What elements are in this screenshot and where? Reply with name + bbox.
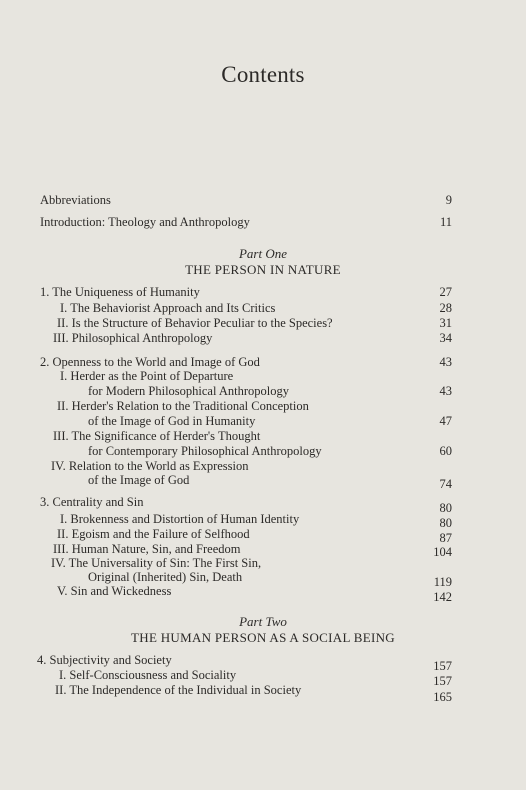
section-title: The Significance of Herder's Thought [71,429,261,443]
section-number: I. [60,512,68,526]
section-number: V. [57,584,68,598]
chapter-title: Openness to the World and Image of God [52,355,260,369]
section-title: Sin and Wickedness [70,584,172,598]
section-title: Brokenness and Distortion of Human Identity [70,512,300,526]
toc-page-number: 119 [433,575,452,589]
section-number: IV. [51,459,66,473]
toc-section[interactable] [0,300,526,316]
toc-page-number: 28 [439,301,452,315]
chapter-title: Centrality and Sin [52,495,144,509]
toc-entry-label: Introduction: Theology and Anthropology [40,215,250,229]
section-number: I. [60,301,68,315]
section-number: II. [57,316,69,330]
section-title: for Modern Philosophical Anthropology [88,384,290,398]
section-number: I. [59,668,67,682]
chapter-number: 4. [37,653,47,667]
toc-section[interactable] [0,526,526,545]
toc-entry-label: Abbreviations [40,193,111,207]
toc-page-number: 9 [445,193,452,207]
part-title: THE PERSON IN NATURE [185,262,341,277]
toc-section[interactable] [0,511,526,530]
page-title: Contents [221,62,305,87]
toc-section[interactable] [0,398,526,414]
toc-section[interactable] [0,583,526,604]
section-number: II. [57,527,69,541]
section-title: Is the Structure of Behavior Peculiar to the Species? [71,316,333,330]
section-title: of the Image of God in Humanity [88,414,256,428]
part-label: Part One [238,246,288,261]
section-number: IV. [51,556,66,570]
toc-section-continued[interactable] [0,413,526,429]
toc-section[interactable] [0,667,526,688]
section-title: Philosophical Anthropology [71,331,213,345]
toc-section[interactable] [0,315,526,331]
toc-chapter[interactable] [0,494,526,515]
toc-page-number: 60 [439,444,452,458]
toc-page-number: 104 [433,545,452,559]
section-number: II. [57,399,69,413]
toc-page-number: 27 [439,285,452,299]
toc-chapter[interactable] [0,652,526,673]
toc-page-number: 47 [439,414,452,428]
toc-section[interactable] [0,682,526,704]
chapter-number: 3. [40,495,50,509]
part-label: Part Two [239,614,287,629]
section-title: Herder as the Point of Departure [70,369,234,383]
toc-page-number: 80 [439,501,452,515]
section-title: The Behaviorist Approach and Its Critics [70,301,276,315]
part-heading [0,614,526,646]
section-title: Relation to the World as Expression [68,459,249,473]
chapter-number: 2. [40,355,50,369]
toc-page-number: 157 [433,659,452,673]
toc-page-number: 31 [439,316,452,330]
chapter-title: The Uniqueness of Humanity [52,285,200,299]
toc-section-continued[interactable] [0,383,526,399]
toc-page-number: 11 [439,215,452,229]
toc-section[interactable] [0,330,526,346]
section-title: The Independence of the Individual in Society [69,683,302,697]
section-number: III. [53,331,69,345]
chapter-number: 1. [40,285,50,299]
toc-entry-abbreviations[interactable] [0,192,526,208]
section-number: III. [53,542,69,556]
toc-page-number: 87 [439,531,452,545]
section-title: Self-Consciousness and Sociality [69,668,237,682]
section-title: Original (Inherited) Sin, Death [88,570,243,584]
section-title: The Universality of Sin: The First Sin, [68,556,262,570]
toc-section[interactable] [0,428,526,444]
section-title: Herder's Relation to the Traditional Conception [71,399,309,413]
toc-section[interactable] [0,368,526,384]
section-title: of the Image of God [88,473,190,487]
section-title: for Contemporary Philosophical Anthropology [88,444,322,458]
section-number: III. [53,429,69,443]
chapter-title: Subjectivity and Society [49,653,172,667]
section-title: Human Nature, Sin, and Freedom [71,542,241,556]
section-title: Egoism and the Failure of Selfhood [71,527,250,541]
toc-page-number: 43 [439,384,452,398]
toc-page-number: 74 [439,477,452,491]
toc-section-continued[interactable] [0,443,526,459]
section-number: I. [60,369,68,383]
section-number: II. [55,683,67,697]
toc-section-continued[interactable] [0,472,526,491]
toc-entry-introduction[interactable] [0,214,526,230]
part-title: THE HUMAN PERSON AS A SOCIAL BEING [131,630,395,645]
part-heading [0,246,526,278]
toc-page-number: 43 [439,355,452,369]
toc-chapter[interactable] [0,284,526,300]
toc-page-number: 157 [433,674,452,688]
toc-page-number: 80 [439,516,452,530]
toc-page-number: 142 [433,590,452,604]
toc-page-number: 165 [433,690,452,704]
toc-page-number: 34 [439,331,452,345]
